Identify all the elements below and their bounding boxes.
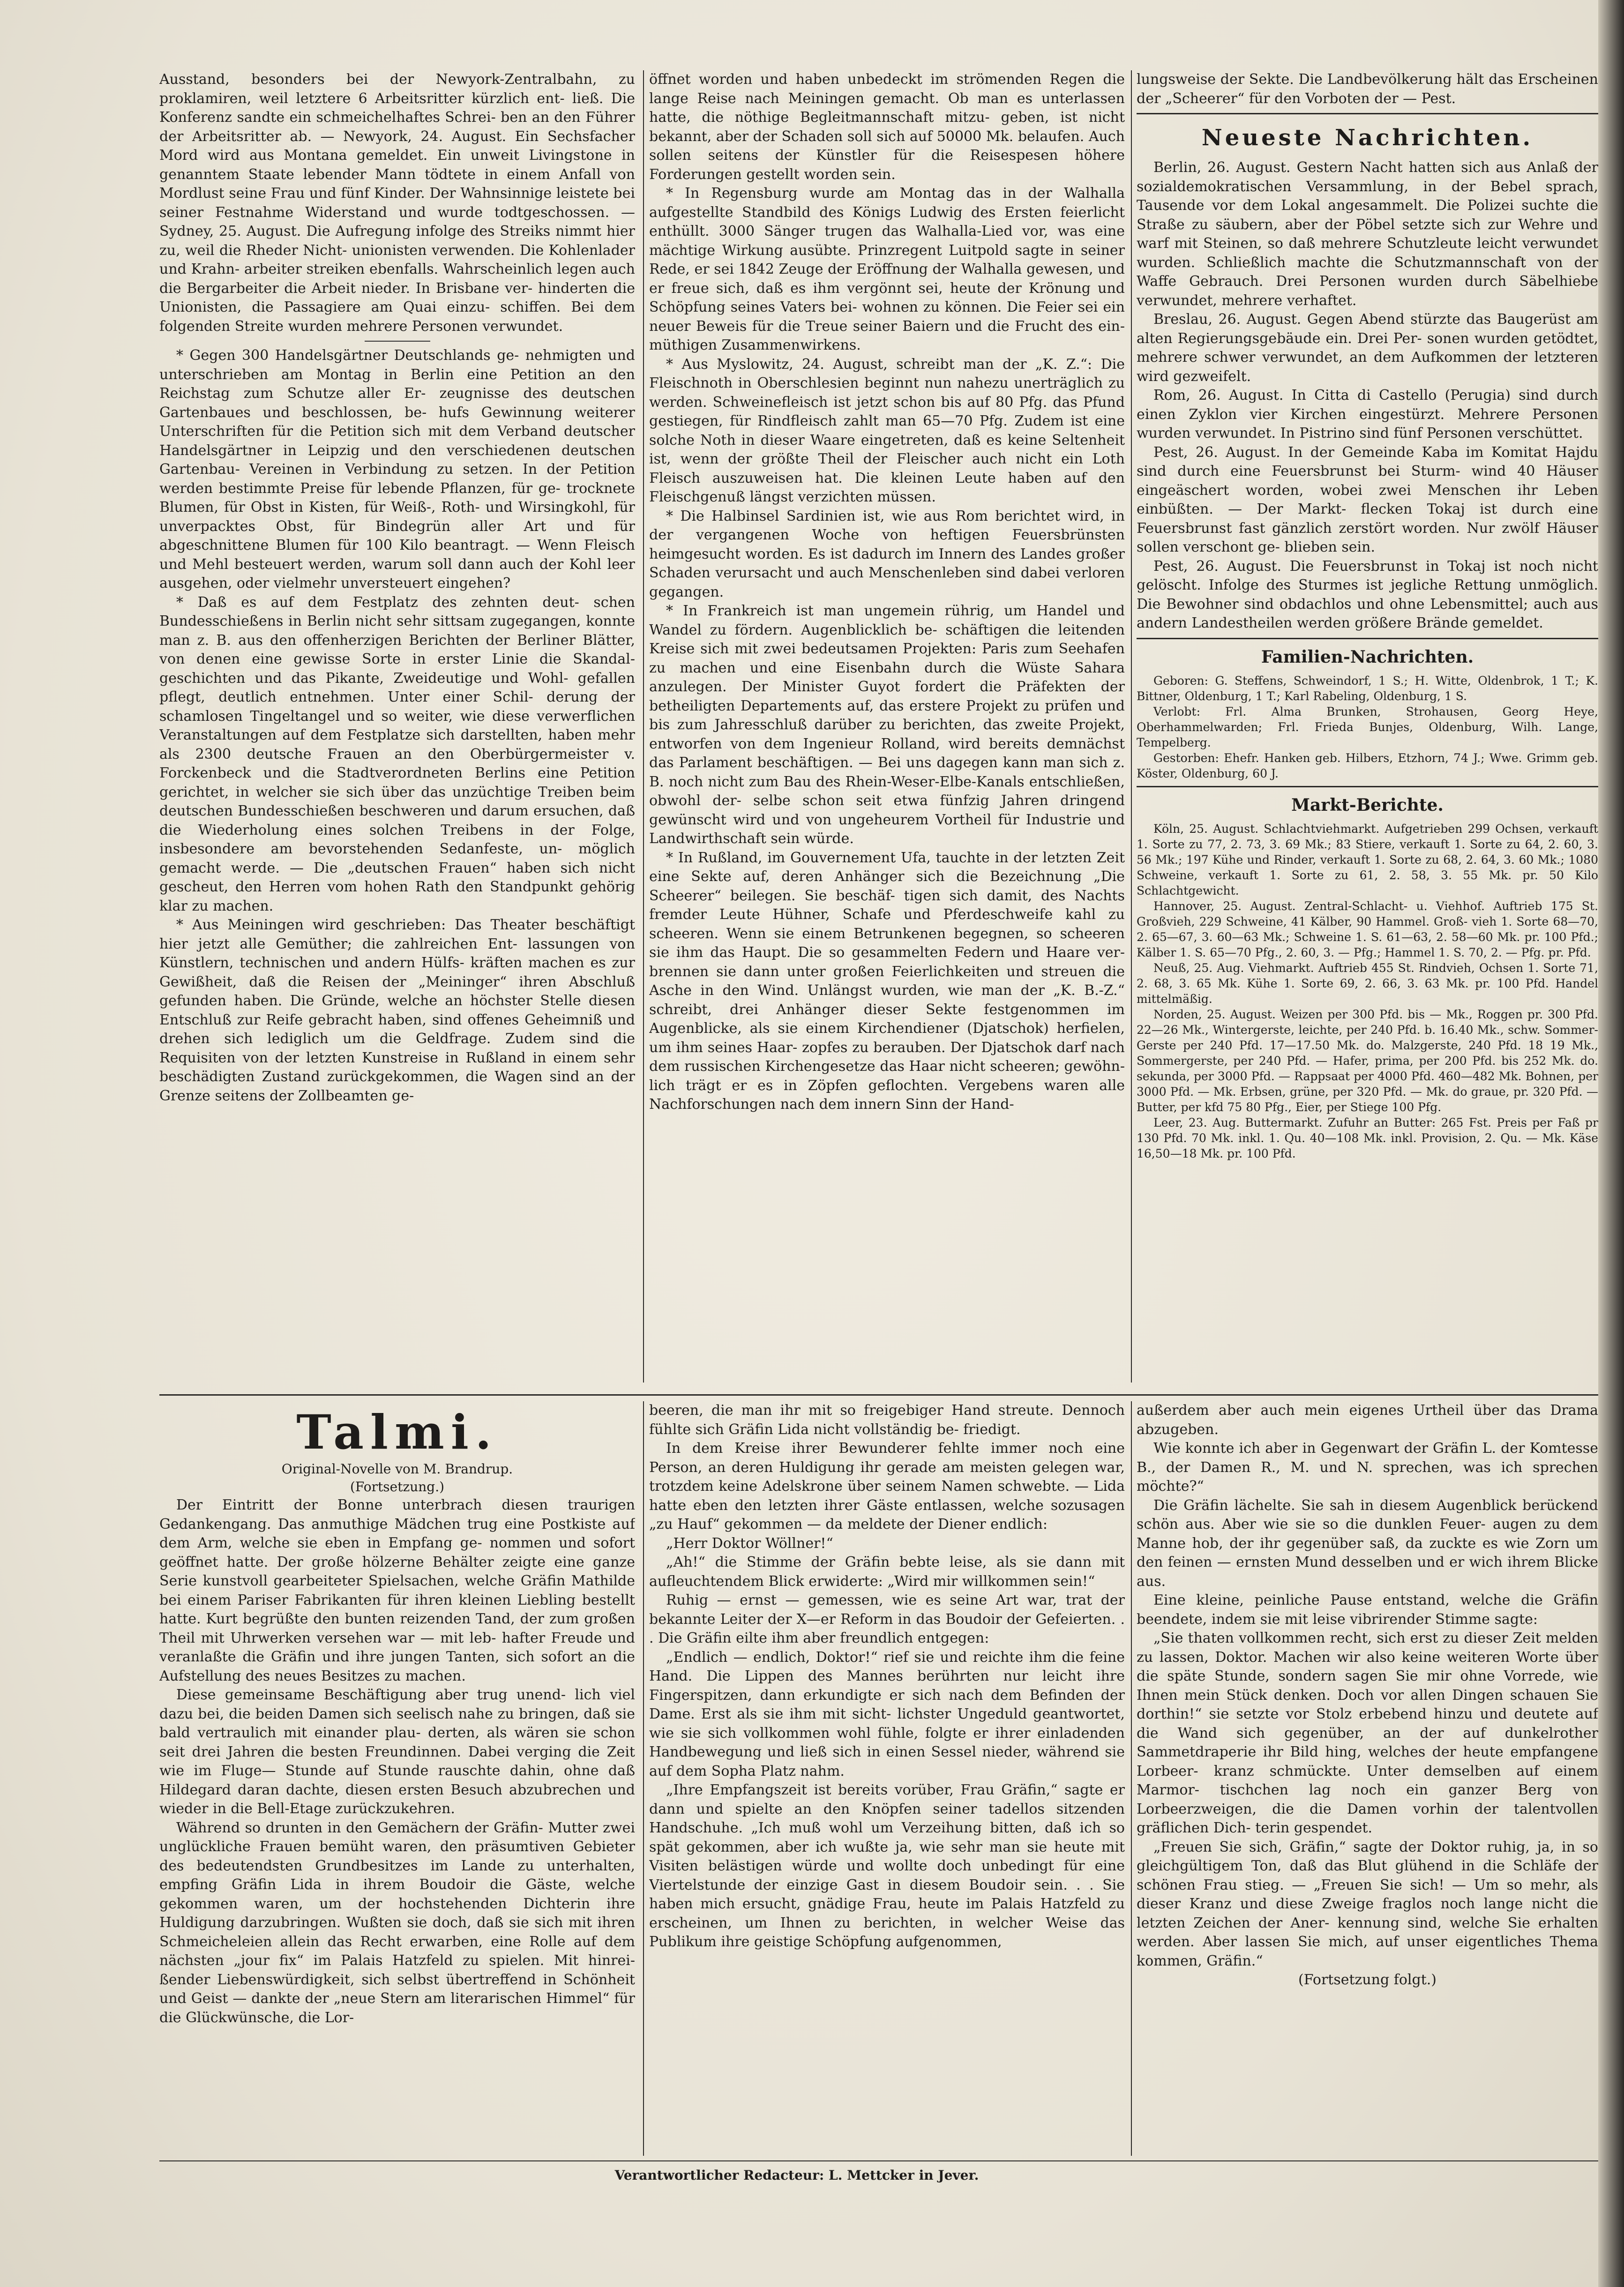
market-entry: Norden, 25. August. Weizen per 300 Pfd. bis — Mk., Roggen pr. 300 Pfd. 22—26 Mk., Wintergerste, leichte, per 240 Pfd. b. 16.40 Mk., schw. Sommer-Gerste per 240 Pfd. 17—17.50 Mk. do. Malzgerste, 240 Pfd. 18 19 Mk., Sommergerste, per 240 Pfd. — Hafer, prima, per 200 Pfd. bis 252 Mk. do. sekunda, per 3000 Pfd. — Rappsaat per 4000 Pfd. 460—482 Mk. Bohnen, per 3000 Pfd. — Mk. Erbsen, grüne, per 320 Pfd. — Mk. do graue, pr. 320 Pfd. — Butter, per kfd 75 80 Pfg., Eier, per Stiege 100 Pfg. (1137, 1007, 1598, 1114)
feuilleton-column-3 (1137, 1401, 1598, 2156)
novel-author: Original-Novelle von M. Brandrup. (281, 1461, 513, 1477)
latest-news-heading: Neueste Nachrichten. (1201, 125, 1534, 151)
family-entry: Gestorben: Ehefr. Hanken geb. Hilbers, Etzhorn, 74 J.; Wwe. Grimm geb. Köster, Oldenburg, 60 J. (1137, 751, 1598, 780)
column-divider (1131, 70, 1132, 1383)
footer-rule (159, 2160, 1598, 2161)
news-column-1 (159, 70, 635, 1383)
feuilleton-column-1 (159, 1401, 635, 2156)
paragraph: Wie konnte ich aber in Gegenwart der Gräfin L. der Komtesse B., der Damen R., M. und N. sprechen, was ich sprechen möchte?“ (1137, 1440, 1598, 1495)
paragraph: „Ihre Empfangszeit ist bereits vorüber, Frau Gräfin,“ sagte er dann und spielte an den Knöpfen seiner tadellos sitzenden Handschuhe. „Ich muß wohl um Verzeihung bitten, daß ich so spät gekommen, aber ich wußte ja, wie sehr man sie heute mit Visiten belästigen würde und wollte doch unbedingt für eine Viertelstunde der einzige Gast in diesem Boudoir sein. . . Sie haben mich ersucht, gnädige Frau, heute im Palais Hatzfeld zu erscheinen, um Ihnen zu berichten, in welcher Weise das Publikum ihre geistige Schöpfung aufgenommen, (649, 1782, 1125, 1950)
paragraph: Eine kleine, peinliche Pause entstand, welche die Gräfin beendete, indem sie mit leise vibrirender Stimme sagte: (1137, 1592, 1598, 1628)
paragraph: „Ah!“ die Stimme der Gräfin bebte leise, als sie dann mit aufleuchtendem Blick erwiderte: „Wird mir willkommen sein!“ (649, 1554, 1125, 1590)
feuilleton-divider (159, 1394, 1598, 1396)
news-item: Rom, 26. August. In Citta di Castello (Perugia) sind durch einen Zyklon vier Kirchen eingestürzt. Mehrere Personen wurden verwundet. In Pistrino sind fünf Personen verschüttet. (1137, 387, 1598, 441)
paragraph: außerdem aber auch mein eigenes Urtheil über das Drama abzugeben. (1137, 1402, 1598, 1438)
paragraph: lungsweise der Sekte. Die Landbevölkerung hält das Erscheinen der „Scheerer“ für den Vorboten der — Pest. (1137, 71, 1598, 107)
news-column-3 (1137, 70, 1598, 1383)
family-news-heading: Familien-Nachrichten. (1261, 647, 1474, 667)
feuilleton-column-2 (649, 1401, 1125, 2156)
paragraph: * Daß es auf dem Festplatz des zehnten deut- schen Bundesschießens in Berlin nicht sehr sittsam zugegangen, konnte man z. B. aus den offenherzigen Berichten der Berliner Blätter, von denen eine gewisse Sorte in erster Linie die Skandal- geschichten und das Pikante, Zweideutige und Wohl- gefallen pflegt, deutlich entnehmen. Unter einer Schil- derung der schamlosen Tingeltangel und so weiter, wie diese verwerflichen Veranstaltungen auf dem Festplatze sich darstellten, haben mehr als 2300 deutsche Frauen an den Oberbürgermeister v. Forckenbeck und die Stadtverordneten Berlins eine Petition gerichtet, in welcher sie sich über das unzüchtige Treiben beim deutschen Bundesschießen beschweren und darum ersuchen, daß die Wiederholung eines solchen Treibens in der Folge, insbesondere am bevorstehenden Sedanfeste, un- möglich gemacht werde. — Die „deutschen Frauen“ haben sich nicht gescheut, den Herren vom hohen Rath den Standpunkt gehörig klar zu machen. (159, 594, 635, 914)
paragraph: * In Rußland, im Gouvernement Ufa, tauchte in der letzten Zeit eine Sekte auf, deren Anhänger sich die Bezeichnung „Die Scheerer“ beilegen. Sie beschäf- tigen sich damit, des Nachts fremder Leute Hühner, Schafe und Pferdeschweife kahl zu scheeren. Wenn sie einem Betrunkenen begegnen, so scheeren sie ihm das Haupt. Die so gesammelten Federn und Haare ver- brennen sie dann unter großen Feierlichkeiten und streuen die Asche in den Wind. Unlängst wurden, wie man der „K. B.-Z.“ schreibt, drei Anhänger dieser Sekte festgenommen im Augenblicke, als sie einem Kirchendiener (Djatschok) herfielen, um ihm seines Haar- zopfes zu berauben. Der Djatschok darf nach dem russischen Kirchengesetze das Haar nicht scheeren; gewöhn- lich trägt er es in Zöpfen geflochten. Vergebens waren alle Nachforschungen nach dem innern Sinn der Hand- (649, 849, 1125, 1113)
paragraph: * In Regensburg wurde am Montag das in der Walhalla aufgestellte Standbild des Königs Ludwig des Ersten feierlicht enthüllt. 3000 Sänger trugen das Walhalla-Lied vor, was eine mächtige Wirkung ausübte. Prinzregent Luitpold sagte in seiner Rede, er sei 1842 Zeuge der Eröffnung der Walhalla gewesen, und er freue sich, daß es ihm vergönnt sei, heute der Krönung und Schöpfung seines Vaters bei- wohnen zu können. Die Feier sei ein neuer Beweis für die Treue seiner Baiern und die Frucht des ein- müthigen Zusammenwirkens. (649, 185, 1125, 353)
family-entry: Geboren: G. Steffens, Schweindorf, 1 S.; H. Witte, Oldenbrok, 1 T.; K. Bittner, Oldenburg, 1 T.; Karl Rabeling, Oldenburg, 1 S. (1137, 673, 1598, 703)
separator (1137, 786, 1598, 787)
separator (365, 341, 430, 342)
to-be-continued: (Fortsetzung folgt.) (1298, 1972, 1437, 1988)
paragraph: * Die Halbinsel Sardinien ist, wie aus Rom berichtet wird, in der vergangenen Woche von heftigen Feuersbrünsten heimgesucht worden. Es ist dadurch im Innern des Landes großer Schaden verursacht und auch Menschenleben sind dabei verloren gegangen. (649, 508, 1125, 600)
paragraph: Während so drunten in den Gemächern der Gräfin- Mutter zwei unglückliche Frauen bemüht waren, den präsumtiven Gebieter des bedeutendsten Grundbesitzes im Lande zu unterhalten, empfing Gräfin Lida in ihrem Boudoir die Gäste, welche gekommen waren, um der hochstehenden Dichterin ihre Huldigung darzubringen. Wußten sie doch, daß sie sich mit ihren Schmeicheleien allein das Recht erwarben, eine Rolle auf dem nächsten „jour fix“ im Palais Hatzfeld zu spielen. Mit hinrei- ßender Liebenswürdigkeit, sich selbst übertreffend in Schönheit und Geist — dankte der „neue Stern am literarischen Himmel“ für die Glückwünsche, die Lor- (159, 1819, 635, 2026)
paragraph: Diese gemeinsame Beschäftigung aber trug unend- lich viel dazu bei, die beiden Damen sich seelisch nahe zu bringen, daß sie bald vertraulich mit einander plau- derten, als wären sie schon seit drei Jahren die besten Freundinnen. Dabei verging die Zeit wie im Fluge— Stunde auf Stunde rauschte dahin, ohne daß Hildegard daran dachte, diesen ersten Besuch abzubrechen und wieder in die Bell-Etage zurückzukehren. (159, 1687, 635, 1817)
paragraph: Der Eintritt der Bonne unterbrach diesen traurigen Gedankengang. Das anmuthige Mädchen trug eine Postkiste auf dem Arm, welche sie eben in Empfang ge- nommen und sofort geöffnet hatte. Der große hölzerne Behälter zeigte eine ganze Serie kunstvoll gearbeiteter Spielsachen, welche Gräfin Mathilde bei einem Pariser Fabrikanten für ihren kleinen Liebling bestellt hatte. Kurt begrüßte den bunten reizenden Tand, der zum großen Theil mit Uhrwerken versehen war — mit leb- hafter Freude und veranlaßte die Gräfin und ihre jungen Tanten, sich sofort an die Aufstellung des neues Besitzes zu machen. (159, 1497, 635, 1684)
paragraph: In dem Kreise ihrer Bewunderer fehlte immer noch eine Person, an deren Huldigung ihr gerade am meisten gelegen war, trotzdem keine Adelskrone über seinem Namen schwebte. — Lida hatte eben den letzten ihrer Gäste entlassen, welche sozusagen „zu Hauf“ gekommen — da meldete der Diener endlich: (649, 1440, 1125, 1532)
column-divider (1131, 1401, 1132, 2156)
paragraph: * Gegen 300 Handelsgärtner Deutschlands ge- nehmigten und unterschrieben am Montag in Berlin eine Petition an den Reichstag zum Schutze aller Er- zeugnisse des deutschen Gartenbaues und beschlossen, be- hufs Gewinnung weiterer Unterschriften für die Petition sich mit dem Verband deutscher Handelsgärtner in Leipzig und den verschiedenen deutschen Gartenbau- Vereinen in Verbindung zu setzen. In der Petition werden bestimmte Preise für lebende Pflanzen, für ge- trocknete Blumen, für Obst in Kisten, für Weiß-, Roth- und Wirsingkohl, für unverpacktes Obst, für Bindegrün aller Art und für abgeschnittene Blumen für 100 Kilo beantragt. — Wenn Fleisch und Mehl besteuert werden, warum soll dann auch der Kohl leer ausgehen, oder vielmehr unversteuert eingehen? (159, 347, 635, 591)
column-divider (643, 70, 644, 1383)
news-item: Pest, 26. August. Die Feuersbrunst in Tokaj ist noch nicht gelöscht. Infolge des Sturmes ist jegliche Rettung unmöglich. Die Bewohner sind obdachlos und ohne Lebensmittel; auch aus andern Landestheilen werden größere Brände gemeldet. (1137, 558, 1598, 631)
market-entry: Hannover, 25. August. Zentral-Schlacht- u. Viehhof. Auftrieb 175 St. Großvieh, 229 Schweine, 41 Kälber, 90 Hammel. Groß- vieh 1. Sorte 68—70, 2. 65—67, 3. 60—63 Mk.; Schweine 1. S. 61—63, 2. 58—60 Mk. pr. 100 Pfd.; Kälber 1. S. 65—70 Pfg., 2. 60, 3. — Pfg.; Hammel 1. S. 70, 2. — Pfg. pr. Pfd. (1137, 899, 1598, 959)
paragraph: öffnet worden und haben unbedeckt im strömenden Regen die lange Reise nach Meiningen gemacht. Ob man es unterlassen hatte, die nöthige Begleitmannschaft mitzu- geben, ist nicht bekannt, aber der Schaden soll sich auf 50000 Mk. belaufen. Auch sollen seitens der Künstler für die Reisespesen höhere Forderungen gestellt worden sein. (649, 71, 1125, 183)
responsible-editor-line: Verantwortlicher Redacteur: L. Mettcker in Jever. (614, 2167, 979, 2183)
separator (1137, 638, 1598, 639)
page-binding-edge (1598, 0, 1624, 2287)
news-item: Berlin, 26. August. Gestern Nacht hatten sich aus Anlaß der sozialdemokratischen Versammlung, in der Bebel sprach, Tausende vor dem Lokal angesammelt. Die Polizei suchte die Straße zu säubern, aber der Pöbel setzte sich zur Wehre und warf mit Steinen, so daß mehrere Schutzleute leicht verwundet wurden. Schließlich machte die Schutzmannschaft von der Waffe Gebrauch. Drei Personen wurden durch Säbelhiebe verwundet, mehrere verhaftet. (1137, 159, 1598, 309)
novel-continued: (Fortsetzung.) (350, 1479, 445, 1495)
paragraph: „Sie thaten vollkommen recht, sich erst zu dieser Zeit melden zu lassen, Doktor. Machen wir also keine weiteren Worte über die späte Stunde, sondern sagen Sie mir ohne Vorrede, wie Ihnen mein Stück denken. Doch vor allen Dingen schauen Sie dorthin!“ sie setzte vor Stolz erbebend hinzu und deutete auf die Wand sich gegenüber, an der auf dunkelrother Sammetdraperie ihr Bild hing, welches der heute empfangene Lorbeer- kranz schmückte. Unter demselben auf einem Marmor- tischchen lag noch ein ganzer Berg von Lorbeerzweigen, die die Damen vorhin der talentvollen gräflichen Dich- terin gespendet. (1137, 1630, 1598, 1836)
novel-title: Talmi. (296, 1405, 498, 1460)
paragraph: „Freuen Sie sich, Gräfin,“ sagte der Doktor ruhig, ja, in so gleichgültigem Ton, daß das Blut glühend in die Schläfe der schönen Frau stieg. — „Freuen Sie sich! — Um so mehr, als dieser Kranz und diese Zweige fraglos noch lange nicht die letzten Zeichen der Aner- kennung sind, welche Sie erhalten werden. Aber lassen Sie mich, auf unser eigentliches Thema kommen, Gräfin.“ (1137, 1839, 1598, 1969)
market-reports-heading: Markt-Berichte. (1291, 795, 1444, 815)
paragraph: Die Gräfin lächelte. Sie sah in diesem Augenblick berückend schön aus. Aber wie sie so die dunklen Feuer- augen zu dem Manne hob, der ihr gegenüber saß, da zuckte es wie Zorn um den feinen — ernsten Mund desselben und er wich ihrem Blicke aus. (1137, 1497, 1598, 1590)
news-item: Pest, 26. August. In der Gemeinde Kaba im Komitat Hajdu sind durch eine Feuersbrunst bei Sturm- wind 40 Häuser eingeäschert worden, wobei zwei Menschen ihr Leben einbüßten. — Der Markt- flecken Tokaj ist durch eine Feuersbrunst fast gänzlich zerstört worden. Nur zwölf Häuser sollen verschont ge- blieben sein. (1137, 444, 1598, 555)
news-item: Breslau, 26. August. Gegen Abend stürzte das Baugerüst am alten Regierungsgebäude ein. Drei Per- sonen wurden getödtet, mehrere schwer verwundet, an dem Aufkommen der letzteren wird gezweifelt. (1137, 311, 1598, 385)
market-entry: Köln, 25. August. Schlachtviehmarkt. Aufgetrieben 299 Ochsen, verkauft 1. Sorte zu 77, 2. 73, 3. 69 Mk.; 83 Stiere, verkauft 1. Sorte zu 64, 2. 60, 3. 56 Mk.; 197 Kühe und Rinder, verkauft 1. Sorte zu 68, 2. 64, 3. 60 Mk.; 1080 Schweine, verkauft 1. Sorte zu 61, 2. 58, 3. 55 Mk. pr. 50 Kilo Schlachtgewicht. (1137, 822, 1598, 897)
column-divider (643, 1401, 644, 2156)
paragraph: * Aus Myslowitz, 24. August, schreibt man der „K. Z.“: Die Fleischnoth in Oberschlesien beginnt nun nahezu unerträglich zu werden. Schweinefleisch ist jetzt schon bis auf 80 Pfg. das Pfund gestiegen, für Rindfleisch zahlt man 65—70 Pfg. Zudem ist eine solche Noth in dieser Waare eingetreten, daß es keine Seltenheit ist, wenn der größte Theil der Fleischer auch nicht ein Loth Fleisch auszuweisen hat. Die kleinen Leute haben auf den Fleischgenuß längst verzichten müssen. (649, 356, 1125, 505)
news-column-2 (649, 70, 1125, 1383)
market-entry: Leer, 23. Aug. Buttermarkt. Zufuhr an Butter: 265 Fst. Preis per Faß pr 130 Pfd. 70 Mk. inkl. 1. Qu. 40—108 Mk. inkl. Provision, 2. Qu. — Mk. Käse 16,50—18 Mk. pr. 100 Pfd. (1137, 1115, 1598, 1160)
separator (1137, 113, 1598, 114)
paragraph: „Endlich — endlich, Doktor!“ rief sie und reichte ihm die feine Hand. Die Lippen des Mannes berührten nur leicht ihre Fingerspitzen, dann erkundigte er sich nach dem Befinden der Dame. Erst als sie ihm mit sicht- lichster Ungeduld geantwortet, wie sie sich vollkommen wohl fühle, folgte er ihrer einladenden Handbewegung und ließ sich in einen Sessel nieder, während sie auf dem Sopha Platz nahm. (649, 1649, 1125, 1779)
paragraph: beeren, die man ihr mit so freigebiger Hand streute. Dennoch fühlte sich Gräfin Lida nicht vollständig be- friedigt. (649, 1402, 1125, 1438)
paragraph: Ruhig — ernst — gemessen, wie es seine Art war, trat der bekannte Leiter der X—er Reform in das Boudoir der Gefeierten. . . Die Gräfin eilte ihm aber freundlich entgegen: (649, 1592, 1125, 1646)
paragraph: „Herr Doktor Wöllner!“ (666, 1535, 833, 1552)
market-entry: Neuß, 25. Aug. Viehmarkt. Auftrieb 455 St. Rindvieh, Ochsen 1. Sorte 71, 2. 68, 3. 65 Mk. Kühe 1. Sorte 69, 2. 66, 3. 63 Mk. pr. 100 Pfd. Handel mittelmäßig. (1137, 961, 1598, 1006)
paragraph: Ausstand, besonders bei der Newyork-Zentralbahn, zu proklamiren, weil letztere 6 Arbeitsritter kürzlich ent- ließ. Die Konferenz sandte ein schmeichelhaftes Schrei- ben an den Führer der Arbeitsritter ab. — Newyork, 24. August. Ein Sechsfacher Mord wird aus Montana gemeldet. Ein unweit Livingstone in genanntem Staate lebender Mann tödtete in einem Anfall von Mordlust seine Frau und fünf Kinder. Der Wahnsinnige leistete bei seiner Festnahme Widerstand und wurde todtgeschossen. — Sydney, 25. August. Die Aufregung infolge des Streiks nimmt hier zu, weil die Rheder Nicht- unionisten verwenden. Die Kohlenlader und Krahn- arbeiter streiken ebenfalls. Wahrscheinlich legen auch die Bergarbeiter die Arbeit nieder. In Brisbane ver- hinderten die Unionisten, die Passagiere am Quai einzu- schiffen. Bei dem folgenden Streite wurden mehrere Personen verwundet. (159, 71, 635, 335)
family-entry: Verlobt: Frl. Alma Brunken, Strohausen, Georg Heye, Oberhammelwarden; Frl. Frieda Bunjes, Oldenburg, Wilh. Lange, Tempelberg. (1137, 704, 1598, 749)
paragraph: * Aus Meiningen wird geschrieben: Das Theater beschäftigt hier jetzt alle Gemüther; die zahlreichen Ent- lassungen von Künstlern, technischen und andern Hülfs- kräften machen es zur Gewißheit, daß die Reisen der „Meininger“ ihren Abschluß gefunden haben. Die Gründe, welche an höchster Stelle diesen Entschluß zur Reife gebracht haben, sind offenes Geheimniß und drehen sich lediglich um die Geldfrage. Zudem sind die Requisiten von der letzten Kunstreise in Rußland in einem sehr beschädigten Zustand zurückgekommen, die Wagen sind an der Grenze seitens der Zollbeamten ge- (159, 917, 635, 1104)
paragraph: * In Frankreich ist man ungemein rührig, um Handel und Wandel zu fördern. Augenblicklich be- schäftigen die leitenden Kreise sich mit zwei bedeutsamen Projekten: Paris zum Seehafen zu machen und eine Eisenbahn durch die Wüste Sahara anzulegen. Der Minister Guyot fordert die Präfekten der betheiligten Departements auf, das erstere Projekt zu prüfen und bis zum Jahresschluß darüber zu berichten, das zweite Projekt, entworfen von dem Ingenieur Rolland, wird bereits demnächst das Parlament beschäftigen. — Bei uns dagegen kann man sich z. B. noch nicht zum Bau des Rhein-Weser-Elbe-Kanals entschließen, obwohl der- selbe schon seit etwa fünfzig Jahren dringend gewünscht wird und von ungeheurem Vortheil für Industrie und Landwirthschaft sein würde. (649, 603, 1125, 847)
